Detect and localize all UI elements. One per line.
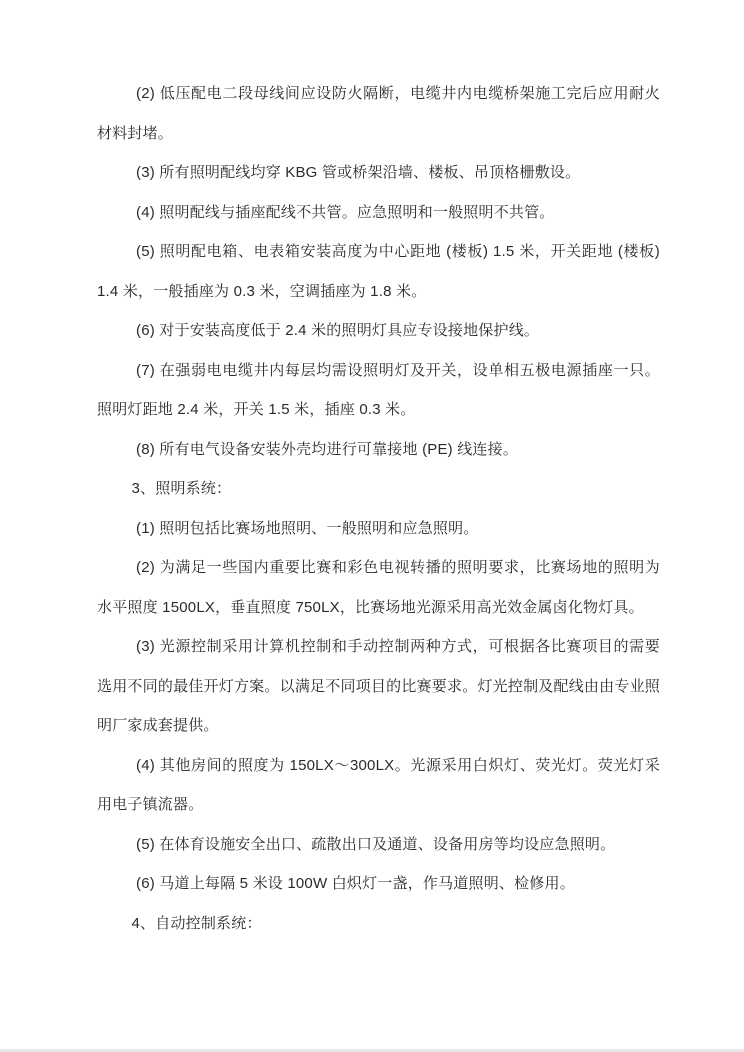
clause-power-5: (5) 照明配电箱、电表箱安装高度为中心距地 (楼板) 1.5 米，开关距地 (楼板) 1.4 米，一般插座为 0.3 米，空调插座为 1.8 米。 bbox=[97, 243, 660, 300]
clause-lighting-5: (5) 在体育设施安全出口、疏散出口及通道、设备用房等均设应急照明。 bbox=[136, 835, 616, 853]
clause-lighting-3: (3) 光源控制采用计算机控制和手动控制两种方式，可根据各比赛项目的需要选用不同的最佳开灯方案。以满足不同项目的比赛要求。灯光控制及配线由由专业照明厂家成套提供。 bbox=[97, 638, 660, 734]
clause-lighting-1: (1) 照明包括比赛场地照明、一般照明和应急照明。 bbox=[136, 519, 479, 537]
section-heading-auto-control-system: 4、自动控制系统： bbox=[131, 914, 262, 932]
clause-power-6: (6) 对于安装高度低于 2.4 米的照明灯具应专设接地保护线。 bbox=[136, 322, 540, 339]
clause-lighting-6: (6) 马道上每隔 5 米设 100W 白炽灯一盏，作马道照明、检修用。 bbox=[136, 875, 575, 892]
clause-power-8: (8) 所有电气设备安装外壳均进行可靠接地 (PE) 线连接。 bbox=[136, 440, 519, 458]
section-heading-lighting-system: 3、照明系统： bbox=[131, 480, 232, 497]
clause-power-3: (3) 所有照明配线均穿 KBG 管或桥架沿墙、楼板、吊顶格栅敷设。 bbox=[136, 164, 581, 181]
clause-power-7: (7) 在强弱电电缆井内每层均需设照明灯及开关，设单相五极电源插座一只。照明灯距地 2.4 米，开关 1.5 米，插座 0.3 米。 bbox=[97, 361, 660, 418]
clause-lighting-2: (2) 为满足一些国内重要比赛和彩色电视转播的照明要求，比赛场地的照明为水平照度 1500LX，垂直照度 750LX，比赛场地光源采用高光效金属卤化物灯具。 bbox=[97, 559, 660, 616]
document-body bbox=[97, 74, 660, 943]
clause-power-4: (4) 照明配线与插座配线不共管。应急照明和一般照明不共管。 bbox=[136, 203, 555, 221]
clause-power-2: (2) 低压配电二段母线间应设防火隔断，电缆井内电缆桥架施工完后应用耐火材料封堵。 bbox=[97, 85, 660, 142]
clause-lighting-4: (4) 其他房间的照度为 150LX～300LX。光源采用白炽灯、荧光灯。荧光灯采用电子镇流器。 bbox=[97, 756, 660, 813]
